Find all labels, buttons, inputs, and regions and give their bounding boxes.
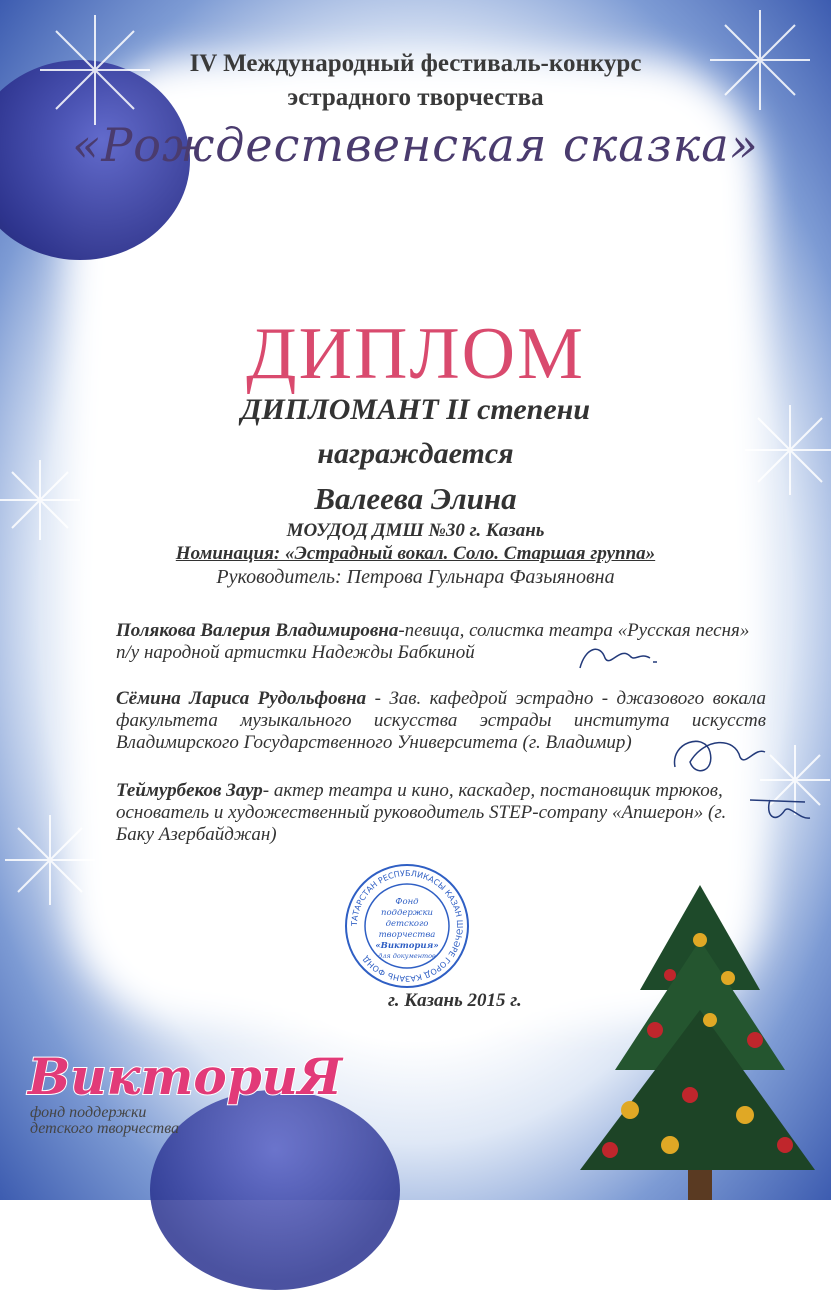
stamp-line: творчества — [378, 930, 436, 940]
signature-1 — [575, 638, 665, 678]
recipient-name: Валеева Элина — [314, 481, 517, 516]
jury-desc: -певица, солистка театра «Русская песня» п/у народной артистки Надежды Бабкиной — [116, 620, 750, 663]
signature-2 — [665, 722, 775, 782]
jury-name: Сёмина Лариса Рудольфовна — [116, 688, 367, 709]
logo-word: ВикториЯ — [28, 1047, 343, 1106]
logo-subtitle-2: детского творчества — [30, 1120, 180, 1137]
logo-subtitle-1: фонд поддержки — [30, 1104, 147, 1121]
leader: Руководитель: Петрова Гульнара Фазыяновна — [216, 566, 615, 588]
stamp-line: детского — [385, 919, 429, 929]
awarded-label: награждается — [317, 437, 514, 470]
festival-genre: эстрадного творчества — [287, 84, 544, 111]
jury-name: Полякова Валерия Владимировна — [116, 620, 399, 641]
stamp-line: Фонд — [395, 897, 419, 907]
jury-desc: - актер театра и кино, каскадер, постановщик трюков, основатель и художественный руководитель STEP-compаny «Апшерон» (г. Баку Азербайджан) — [116, 780, 727, 845]
place-year: г. Казань 2015 г. — [388, 990, 522, 1011]
jury-desc: - Зав. кафедрой эстрадно - джазового вокала факультета музыкального искусства эстрады института искусств Владимирского Государственного Университета (г. Владимир) — [116, 688, 766, 753]
signature-3 — [745, 790, 815, 830]
christmas-tree — [560, 880, 830, 1200]
jury-name: Теймурбеков Заур — [116, 780, 263, 801]
recipient-school: МОУДОД ДМШ №30 г. Казань — [286, 520, 545, 541]
diploma-title: ДИПЛОМ — [246, 313, 585, 395]
stamp-ring-text: ТАТАРСТАН РЕСПУБЛИКАСЫ КАЗАН ШӘҺӘРЕ ГОРОД КАЗАНЬ ФОНД — [349, 868, 465, 984]
jury-member — [116, 780, 766, 846]
stamp-line: «Виктория» — [375, 941, 439, 951]
jury-member — [116, 620, 766, 664]
festival-edition: IV Международный фестиваль-конкурс — [189, 50, 642, 77]
nomination: Номинация: «Эстрадный вокал. Соло. Старшая группа» — [175, 543, 656, 564]
diploma-degree: ДИПЛОМАНТ II степени — [240, 393, 590, 426]
festival-name: «Рождественская сказка» — [72, 118, 759, 172]
official-stamp — [343, 862, 471, 990]
stamp-line: для документов — [378, 952, 436, 960]
stamp-line: поддержки — [380, 908, 434, 918]
